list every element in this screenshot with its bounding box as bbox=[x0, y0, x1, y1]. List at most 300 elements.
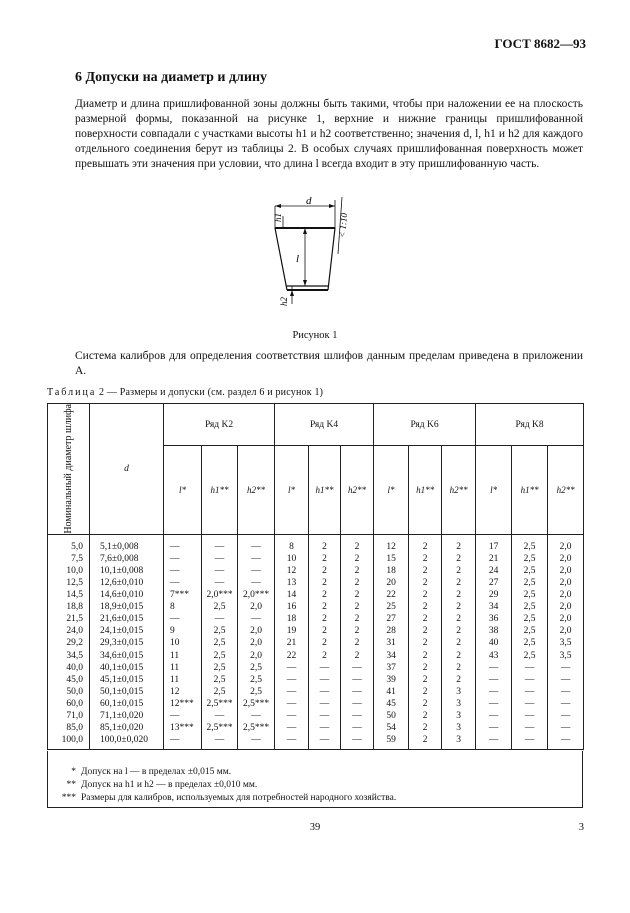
table-cell: 10 bbox=[275, 553, 309, 565]
table-cell: 2 bbox=[442, 589, 476, 601]
table-cell: 2,0 bbox=[238, 650, 275, 662]
table-cell: 21 bbox=[476, 553, 512, 565]
table-cell: 20 bbox=[374, 577, 409, 589]
table-cell: 3,5 bbox=[548, 637, 584, 649]
table-cell: 3 bbox=[442, 698, 476, 710]
table-cell: 2 bbox=[442, 637, 476, 649]
label-d: d bbox=[306, 195, 312, 207]
table-cell: 2,5*** bbox=[238, 698, 275, 710]
table-cell: — bbox=[512, 722, 548, 734]
table-cell: — bbox=[275, 662, 309, 674]
table-cell: 2,5 bbox=[512, 565, 548, 577]
sheet-number: 3 bbox=[578, 822, 584, 833]
table-cell: 40 bbox=[476, 637, 512, 649]
table-cell: 2 bbox=[309, 553, 341, 565]
table-cell: 2 bbox=[409, 650, 442, 662]
table-cell: — bbox=[309, 710, 341, 722]
table-cell: — bbox=[275, 722, 309, 734]
table-cell: — bbox=[309, 722, 341, 734]
table-cell: 12 bbox=[275, 565, 309, 577]
table-cell: — bbox=[548, 686, 584, 698]
table-cell: 14,5 bbox=[48, 589, 90, 601]
section-title: 6 Допуски на диаметр и длину bbox=[75, 70, 268, 85]
table-cell: 25 bbox=[374, 601, 409, 613]
table-cell: 2 bbox=[409, 686, 442, 698]
table-cell: 50 bbox=[374, 710, 409, 722]
table-cell: 2,5*** bbox=[202, 722, 238, 734]
table-cell: 2 bbox=[341, 625, 374, 637]
table-cell: 71,1±0,020 bbox=[90, 710, 164, 722]
table-cell: — bbox=[548, 698, 584, 710]
table-cell: 14,6±0,010 bbox=[90, 589, 164, 601]
table-cell: 12 bbox=[374, 541, 409, 553]
subheader-h2-g1: h2** bbox=[238, 446, 275, 534]
table-cell: 2 bbox=[409, 674, 442, 686]
table-cell: — bbox=[548, 710, 584, 722]
table-cell: 2 bbox=[341, 589, 374, 601]
table-cell: 2,5 bbox=[512, 589, 548, 601]
table-cell: 40,1±0,015 bbox=[90, 662, 164, 674]
table-cell: 7,6±0,008 bbox=[90, 553, 164, 565]
table-cell: — bbox=[164, 553, 202, 565]
table-cell: 11 bbox=[164, 674, 202, 686]
table-cell: 18,8 bbox=[48, 601, 90, 613]
table-cell: 2,5 bbox=[202, 601, 238, 613]
table-cell: 2,5 bbox=[238, 662, 275, 674]
table-cell: 2,0*** bbox=[202, 589, 238, 601]
subheader-h1-g3: h1** bbox=[409, 446, 442, 534]
table-cell: 12,6±0,010 bbox=[90, 577, 164, 589]
table-cell: — bbox=[164, 710, 202, 722]
subheader-h1-g4: h1** bbox=[512, 446, 548, 534]
table-cell: — bbox=[164, 613, 202, 625]
table-cell: — bbox=[512, 662, 548, 674]
table-cell: — bbox=[164, 734, 202, 750]
table-cell: 9 bbox=[164, 625, 202, 637]
table-cell: — bbox=[309, 734, 341, 750]
table-cell: 2 bbox=[409, 625, 442, 637]
table-row bbox=[48, 662, 584, 674]
table-cell: — bbox=[476, 722, 512, 734]
figure-caption: Рисунок 1 bbox=[292, 330, 338, 341]
table-cell: 2 bbox=[442, 662, 476, 674]
note-1 bbox=[48, 766, 231, 778]
table-cell: — bbox=[548, 722, 584, 734]
note-3-mark: *** bbox=[61, 793, 76, 803]
table-cell: 39 bbox=[374, 674, 409, 686]
table-cell: 34 bbox=[476, 601, 512, 613]
table-cell: 29,2 bbox=[48, 637, 90, 649]
table-cell: 3 bbox=[442, 686, 476, 698]
paragraph-calibers: Система калибров для определения соответствия шлифов данным пределам приведена в приложении А. bbox=[75, 350, 583, 377]
table-cell: 34,6±0,015 bbox=[90, 650, 164, 662]
table-cell: — bbox=[548, 734, 584, 750]
table-cell: 2 bbox=[309, 601, 341, 613]
table-cell: 2 bbox=[309, 589, 341, 601]
table-cell: 13 bbox=[275, 577, 309, 589]
table-caption-text: 2 — Размеры и допуски (см. раздел 6 и рисунок 1) bbox=[96, 387, 324, 398]
table-cell: 2 bbox=[341, 637, 374, 649]
table-cell: 2 bbox=[409, 710, 442, 722]
table-cell: 2,0 bbox=[548, 601, 584, 613]
table-cell: 2 bbox=[442, 541, 476, 553]
table-cell: 2 bbox=[409, 589, 442, 601]
subheader-h2-g3: h2** bbox=[442, 446, 476, 534]
table-cell: 34,5 bbox=[48, 650, 90, 662]
label-l: l bbox=[296, 253, 300, 265]
table-cell: — bbox=[238, 577, 275, 589]
table-cell: — bbox=[548, 662, 584, 674]
table-cell: 12 bbox=[164, 686, 202, 698]
table-cell: — bbox=[341, 734, 374, 750]
table-row bbox=[48, 601, 584, 613]
figure-1 bbox=[262, 192, 362, 322]
table-cell: 2 bbox=[442, 650, 476, 662]
table-cell: 34 bbox=[374, 650, 409, 662]
table-cell: 2 bbox=[442, 625, 476, 637]
table-cell: 2,5 bbox=[512, 637, 548, 649]
table-cell: 59 bbox=[374, 734, 409, 750]
table-cell: 38 bbox=[476, 625, 512, 637]
table-cell: 2 bbox=[341, 650, 374, 662]
table-cell: — bbox=[341, 710, 374, 722]
table-cell: 40,0 bbox=[48, 662, 90, 674]
table-row bbox=[48, 541, 584, 553]
table-cell: 45,1±0,015 bbox=[90, 674, 164, 686]
table-cell: 8 bbox=[275, 541, 309, 553]
table-cell: 22 bbox=[275, 650, 309, 662]
table-cell: — bbox=[476, 698, 512, 710]
table-cell: 43 bbox=[476, 650, 512, 662]
table-row bbox=[48, 734, 584, 750]
table-cell: 2 bbox=[341, 577, 374, 589]
table-cell: 2 bbox=[309, 541, 341, 553]
table-cell: 18 bbox=[275, 613, 309, 625]
table-cell: 60,0 bbox=[48, 698, 90, 710]
table-cell: — bbox=[341, 674, 374, 686]
note-1-mark: * bbox=[71, 767, 76, 777]
table-cell: 2,5 bbox=[238, 686, 275, 698]
table-cell: 2 bbox=[341, 541, 374, 553]
table-cell: 2 bbox=[341, 553, 374, 565]
page-number: 39 bbox=[309, 822, 321, 833]
table-cell: 2 bbox=[409, 698, 442, 710]
header-nominal-text: Номинальный диаметр шлифа bbox=[62, 404, 74, 534]
table-cell: 27 bbox=[374, 613, 409, 625]
table-cell: 54 bbox=[374, 722, 409, 734]
table-cell: 2,0 bbox=[238, 625, 275, 637]
table-cell: 2 bbox=[409, 565, 442, 577]
table-cell: — bbox=[309, 662, 341, 674]
table-cell: 10,0 bbox=[48, 565, 90, 577]
table-cell: 2,5 bbox=[202, 650, 238, 662]
table-cell: 2 bbox=[341, 613, 374, 625]
table-cell: 11 bbox=[164, 662, 202, 674]
table-cell: — bbox=[164, 565, 202, 577]
table-cell: — bbox=[202, 734, 238, 750]
table-cell: — bbox=[275, 734, 309, 750]
table-cell: — bbox=[512, 734, 548, 750]
table-cell: 31 bbox=[374, 637, 409, 649]
table-cell: 50,1±0,015 bbox=[90, 686, 164, 698]
table-row bbox=[48, 589, 584, 601]
table-cell: 41 bbox=[374, 686, 409, 698]
table-cell: — bbox=[275, 674, 309, 686]
table-row bbox=[48, 565, 584, 577]
table-cell: — bbox=[512, 698, 548, 710]
table-cell: 2,5 bbox=[238, 674, 275, 686]
table-cell: — bbox=[238, 553, 275, 565]
dimensions-table bbox=[47, 403, 584, 750]
document-header: ГОСТ 8682—93 bbox=[494, 36, 586, 51]
table-cell: — bbox=[548, 674, 584, 686]
table-cell: 2,0 bbox=[548, 577, 584, 589]
table-cell: 85,1±0,020 bbox=[90, 722, 164, 734]
subheader-l-g1: l* bbox=[164, 446, 202, 534]
table-cell: 2 bbox=[409, 553, 442, 565]
table-cell: 2,0 bbox=[548, 565, 584, 577]
table-cell: 5,1±0,008 bbox=[90, 541, 164, 553]
subheader-h2-g2: h2** bbox=[341, 446, 374, 534]
table-cell: 2 bbox=[442, 577, 476, 589]
table-cell: — bbox=[238, 734, 275, 750]
table-caption bbox=[47, 387, 323, 398]
note-3 bbox=[48, 792, 396, 804]
table-cell: 5,0 bbox=[48, 541, 90, 553]
table-cell: — bbox=[476, 734, 512, 750]
table-cell: — bbox=[512, 710, 548, 722]
table-cell: 60,1±0,015 bbox=[90, 698, 164, 710]
table-cell: 36 bbox=[476, 613, 512, 625]
table-cell: 2,5 bbox=[512, 577, 548, 589]
note-2 bbox=[48, 779, 257, 791]
table-cell: 2 bbox=[442, 674, 476, 686]
table-cell: 2,0 bbox=[548, 541, 584, 553]
table-cell: 7,5 bbox=[48, 553, 90, 565]
note-2-mark: ** bbox=[66, 780, 76, 790]
table-cell: — bbox=[202, 541, 238, 553]
table-cell: 2,0 bbox=[548, 553, 584, 565]
table-cell: — bbox=[202, 577, 238, 589]
note-2-text: Допуск на h1 и h2 — в пределах ±0,010 мм. bbox=[81, 780, 258, 790]
header-d bbox=[90, 404, 164, 535]
label-h2: h2 bbox=[279, 297, 289, 306]
table-row bbox=[48, 650, 584, 662]
table-cell: 2 bbox=[309, 625, 341, 637]
table-cell: 24,0 bbox=[48, 625, 90, 637]
table-cell: 7*** bbox=[164, 589, 202, 601]
table-cell: 10 bbox=[164, 637, 202, 649]
table-cell: — bbox=[512, 674, 548, 686]
table-row bbox=[48, 625, 584, 637]
subheader-l-g3: l* bbox=[374, 446, 409, 534]
table-cell: 2 bbox=[309, 637, 341, 649]
table-cell: 2 bbox=[442, 601, 476, 613]
table-row bbox=[48, 686, 584, 698]
table-cell: 21,5 bbox=[48, 613, 90, 625]
table-cell: 21 bbox=[275, 637, 309, 649]
table-cell: 37 bbox=[374, 662, 409, 674]
table-cell: 27 bbox=[476, 577, 512, 589]
table-cell: — bbox=[275, 686, 309, 698]
subheader-l-g4: l* bbox=[476, 446, 512, 534]
table-cell: 50,0 bbox=[48, 686, 90, 698]
table-cell: 2 bbox=[341, 565, 374, 577]
subheader-h1-g2: h1** bbox=[309, 446, 341, 534]
table-cell: — bbox=[164, 577, 202, 589]
table-cell: 18,9±0,015 bbox=[90, 601, 164, 613]
note-1-text: Допуск на l — в пределах ±0,015 мм. bbox=[81, 767, 232, 777]
table-cell: 29 bbox=[476, 589, 512, 601]
header-group-k4: Ряд K4 bbox=[275, 404, 374, 446]
table-cell: — bbox=[202, 553, 238, 565]
table-cell: 2 bbox=[409, 577, 442, 589]
table-cell: 2,5 bbox=[202, 625, 238, 637]
table-cell: — bbox=[164, 541, 202, 553]
table-cell: 2,5 bbox=[512, 553, 548, 565]
table-cell: 2,5 bbox=[202, 662, 238, 674]
table-cell: — bbox=[202, 565, 238, 577]
table-cell: — bbox=[202, 710, 238, 722]
table-cell: 2,5 bbox=[512, 613, 548, 625]
paragraph-intro: Диаметр и длина пришлифованной зоны должны быть такими, чтобы при наложении ее на плоскость размерной формы, показанной на рисунке 1, верхние и нижние границы пришлифованной поверхности совпадали с участками высоты h1 и h2 соответственно; значения d, l, h1 и h2 для каждого отдельного соединения берут из таблицы 2. В особых случаях пришлифованная поверхность может превышать эти значения при условии, что длина l всегда входит в эту пришлифованную часть. bbox=[75, 98, 583, 170]
table-cell: — bbox=[309, 698, 341, 710]
table-row bbox=[48, 577, 584, 589]
table-cell: 24,1±0,015 bbox=[90, 625, 164, 637]
header-group-k8: Ряд K8 bbox=[476, 404, 584, 446]
table-cell: 18 bbox=[374, 565, 409, 577]
header-nominal bbox=[48, 404, 90, 535]
table-cell: 100,0 bbox=[48, 734, 90, 750]
table-cell: — bbox=[309, 674, 341, 686]
table-cell: — bbox=[309, 686, 341, 698]
table-cell: 2 bbox=[409, 734, 442, 750]
table-cell: 8 bbox=[164, 601, 202, 613]
table-cell: — bbox=[476, 662, 512, 674]
subheader-l-g2: l* bbox=[275, 446, 309, 534]
table-cell: 2,0 bbox=[238, 601, 275, 613]
subheader-h2-g4: h2** bbox=[548, 446, 584, 534]
table-cell: 2 bbox=[442, 565, 476, 577]
table-cell: 85,0 bbox=[48, 722, 90, 734]
gauge-drawing bbox=[262, 192, 362, 322]
table-cell: 2,5 bbox=[512, 601, 548, 613]
table-row bbox=[48, 674, 584, 686]
table-row bbox=[48, 698, 584, 710]
table-cell: — bbox=[341, 698, 374, 710]
table-cell: 100,0±0,020 bbox=[90, 734, 164, 750]
table-cell: 2 bbox=[442, 553, 476, 565]
table-cell: 11 bbox=[164, 650, 202, 662]
table-cell: 2 bbox=[309, 650, 341, 662]
table-cell: 2 bbox=[341, 601, 374, 613]
table-cell: — bbox=[341, 686, 374, 698]
table-cell: — bbox=[512, 686, 548, 698]
table-cell: 2,5 bbox=[202, 637, 238, 649]
table-cell: 2 bbox=[309, 565, 341, 577]
table-cell: 22 bbox=[374, 589, 409, 601]
table-cell: — bbox=[476, 674, 512, 686]
label-taper: < 1:10 bbox=[337, 212, 350, 239]
table-cell: 2,0 bbox=[548, 589, 584, 601]
table-cell: 3,5 bbox=[548, 650, 584, 662]
table-cell: 21,6±0,015 bbox=[90, 613, 164, 625]
table-cell: — bbox=[476, 710, 512, 722]
table-cell: 28 bbox=[374, 625, 409, 637]
table-cell: — bbox=[476, 686, 512, 698]
table-cell: 29,3±0,015 bbox=[90, 637, 164, 649]
table-cell: 2,5*** bbox=[238, 722, 275, 734]
table-row bbox=[48, 553, 584, 565]
table-cell: 2 bbox=[409, 601, 442, 613]
table-cell: 13*** bbox=[164, 722, 202, 734]
table-cell: 2 bbox=[309, 577, 341, 589]
table-row bbox=[48, 722, 584, 734]
label-h1: h1 bbox=[273, 213, 283, 222]
table-cell: — bbox=[341, 722, 374, 734]
table-cell: 45 bbox=[374, 698, 409, 710]
table-cell: 17 bbox=[476, 541, 512, 553]
table-cell: 2 bbox=[442, 613, 476, 625]
table-row bbox=[48, 613, 584, 625]
table-cell: 19 bbox=[275, 625, 309, 637]
table-row bbox=[48, 637, 584, 649]
table-cell: 2,5 bbox=[202, 686, 238, 698]
table-cell: — bbox=[275, 698, 309, 710]
table-cell: 71,0 bbox=[48, 710, 90, 722]
table-cell: 2,5 bbox=[512, 650, 548, 662]
table-cell: 15 bbox=[374, 553, 409, 565]
table-cell: 2,5 bbox=[512, 625, 548, 637]
note-3-text: Размеры для калибров, используемых для потребностей народного хозяйства. bbox=[81, 793, 397, 803]
table-cell: 10,1±0,008 bbox=[90, 565, 164, 577]
table-cell: — bbox=[238, 613, 275, 625]
table-cell: 2 bbox=[409, 637, 442, 649]
subheader-h1-g1: h1** bbox=[202, 446, 238, 534]
table-cell: — bbox=[341, 662, 374, 674]
table-cell: 2 bbox=[409, 722, 442, 734]
table-cell: — bbox=[238, 710, 275, 722]
table-cell: 2,0 bbox=[548, 625, 584, 637]
table-cell: 2,0 bbox=[238, 637, 275, 649]
table-cell: — bbox=[202, 613, 238, 625]
table-cell: 2,5 bbox=[512, 541, 548, 553]
table-cell: 3 bbox=[442, 722, 476, 734]
table-cell: 2,5 bbox=[202, 674, 238, 686]
header-group-k6: Ряд K6 bbox=[374, 404, 476, 446]
table-caption-prefix: Таблица bbox=[47, 387, 97, 398]
header-group-k2: Ряд K2 bbox=[164, 404, 275, 446]
table-notes bbox=[47, 751, 583, 808]
table-cell: 3 bbox=[442, 734, 476, 750]
table-cell: 2 bbox=[309, 613, 341, 625]
table-cell: — bbox=[275, 710, 309, 722]
table-cell: 2,5*** bbox=[202, 698, 238, 710]
table-cell: 14 bbox=[275, 589, 309, 601]
table-cell: 2,0*** bbox=[238, 589, 275, 601]
table-cell: 24 bbox=[476, 565, 512, 577]
table-cell: 45,0 bbox=[48, 674, 90, 686]
table-cell: 12,5 bbox=[48, 577, 90, 589]
table-cell: — bbox=[238, 541, 275, 553]
table-cell: 2 bbox=[409, 613, 442, 625]
table-cell: 12*** bbox=[164, 698, 202, 710]
table-cell: 3 bbox=[442, 710, 476, 722]
table-cell: 2,0 bbox=[548, 613, 584, 625]
table-row bbox=[48, 710, 584, 722]
table-cell: — bbox=[238, 565, 275, 577]
table-cell: 2 bbox=[409, 541, 442, 553]
